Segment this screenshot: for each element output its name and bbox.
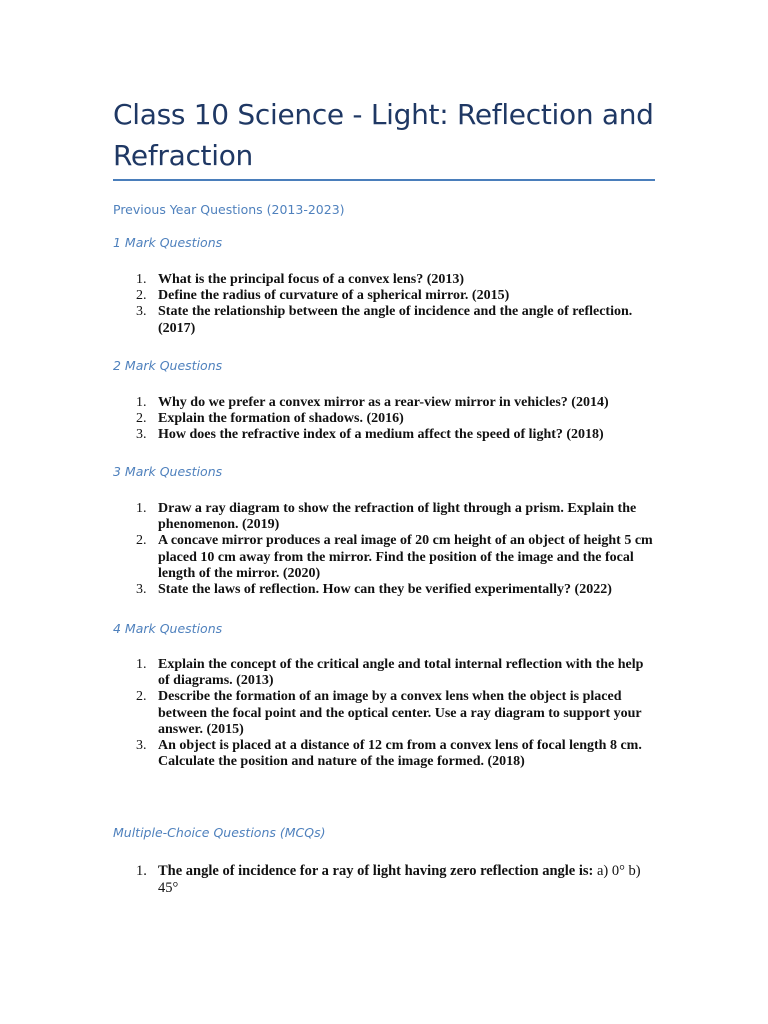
question-number: 2. xyxy=(136,689,147,705)
question-item xyxy=(113,395,653,411)
question-text: A concave mirror produces a real image of 20 cm height of an object of height 5 cm placed 10 cm away from the mirror. Find the position of the image and the focal length of the mirror. (2020) xyxy=(158,533,653,581)
question-number: 3. xyxy=(136,304,147,320)
question-item xyxy=(113,533,653,582)
title-underline-rule xyxy=(113,179,655,181)
question-number: 1. xyxy=(136,395,147,410)
question-number: 2. xyxy=(136,533,147,549)
document-subtitle: Previous Year Questions (2013-2023) xyxy=(113,202,345,217)
question-text: State the laws of reflection. How can they be verified experimentally? (2022) xyxy=(158,582,612,598)
question-text: Describe the formation of an image by a convex lens when the object is placed between the focal point and the optical center. Use a ray diagram to support your answer. (2015) xyxy=(158,689,642,737)
question-list-3-mark xyxy=(113,501,653,598)
section-heading-mcq: Multiple-Choice Questions (MCQs) xyxy=(113,825,326,840)
section-heading-3-mark: 3 Mark Questions xyxy=(113,464,223,479)
question-text: Why do we prefer a convex mirror as a rear-view mirror in vehicles? (2014) xyxy=(158,395,609,410)
document-title: Class 10 Science - Light: Reflection and Refraction xyxy=(113,98,654,172)
mcq-options: a) 0° b) 45° xyxy=(158,863,641,896)
question-text: What is the principal focus of a convex lens? (2013) xyxy=(158,272,465,287)
question-text: Explain the concept of the critical angle and total internal reflection with the help of diagrams. (2013) xyxy=(158,657,644,689)
question-item xyxy=(113,288,653,304)
question-item xyxy=(113,501,653,533)
question-text: How does the refractive index of a medium affect the speed of light? (2018) xyxy=(158,427,604,443)
question-number: 3. xyxy=(136,427,147,443)
question-number: 1. xyxy=(136,657,147,672)
question-text: Define the radius of curvature of a spherical mirror. (2015) xyxy=(158,288,510,304)
question-number: 3. xyxy=(136,582,147,598)
question-text: An object is placed at a distance of 12 cm from a convex lens of focal length 8 cm. Calculate the position and nature of the image formed. (2018) xyxy=(158,738,642,770)
question-number: 2. xyxy=(136,288,147,304)
question-number: 1. xyxy=(136,863,147,879)
question-item xyxy=(113,427,653,443)
mcq-list xyxy=(113,863,653,897)
question-number: 1. xyxy=(136,501,147,516)
question-item xyxy=(113,411,653,427)
section-heading-1-mark: 1 Mark Questions xyxy=(113,235,223,250)
question-item xyxy=(113,582,653,598)
mcq-stem: The angle of incidence for a ray of light having zero reflection angle is: xyxy=(158,863,594,879)
question-number: 2. xyxy=(136,411,147,427)
question-list-2-mark xyxy=(113,395,653,444)
question-item xyxy=(113,272,653,288)
section-heading-2-mark: 2 Mark Questions xyxy=(113,358,223,373)
question-number: 1. xyxy=(136,272,147,287)
question-item xyxy=(113,304,653,336)
question-item xyxy=(113,738,653,770)
question-item xyxy=(113,657,653,689)
question-list-4-mark xyxy=(113,657,653,770)
mcq-item xyxy=(113,863,653,897)
question-number: 3. xyxy=(136,738,147,754)
question-item xyxy=(113,689,653,738)
question-text: Draw a ray diagram to show the refraction of light through a prism. Explain the phenomenon. (2019) xyxy=(158,501,637,533)
question-list-1-mark xyxy=(113,272,653,337)
question-text: State the relationship between the angle of incidence and the angle of reflection. (2017) xyxy=(158,304,633,336)
section-heading-4-mark: 4 Mark Questions xyxy=(113,621,223,636)
question-text: Explain the formation of shadows. (2016) xyxy=(158,411,404,427)
